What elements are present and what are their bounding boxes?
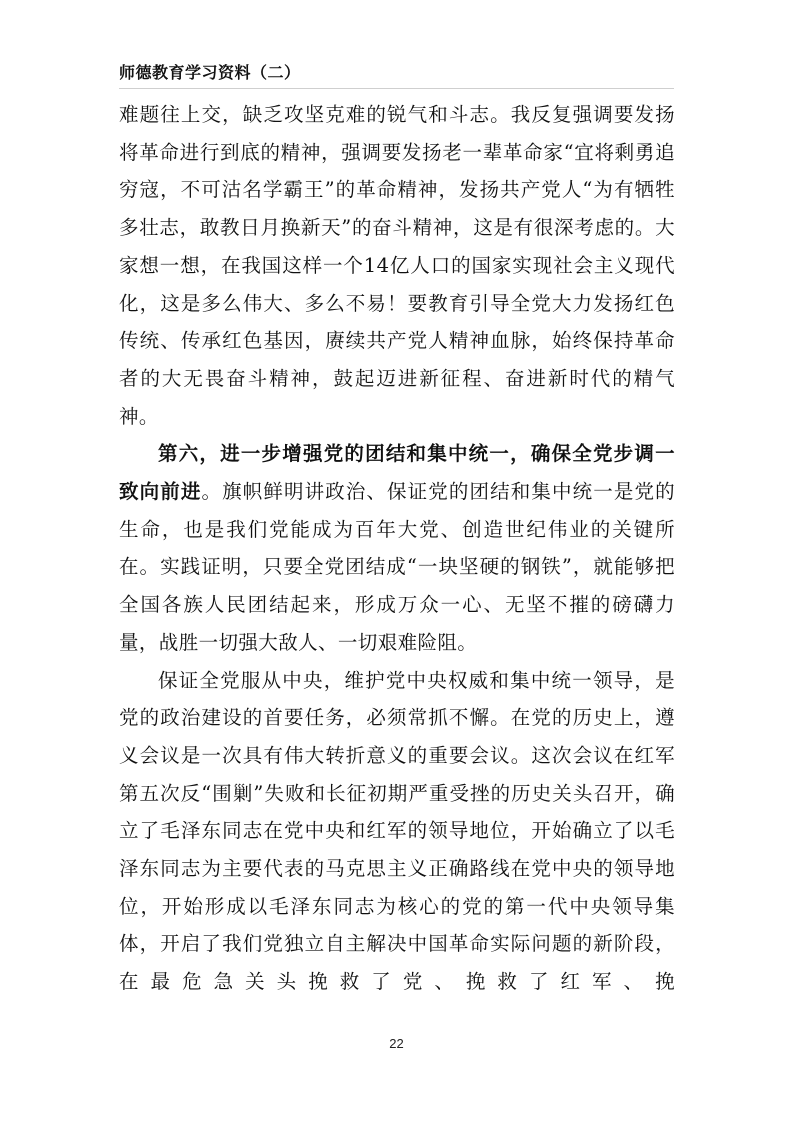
- body-paragraph-3: 保证全党服从中央，维护党中央权威和集中统一领导，是党的政治建设的首要任务，必须常抓不懈。在党的历史上，遵义会议是一次具有伟大转折意义的重要会议。这次会议在红军第五次反“围剿”失败和长征初期严重受挫的历史关头召开，确立了毛泽东同志在党中央和红军的领导地位，开始确立了以毛泽东同志为主要代表的马克思主义正确路线在党中央的领导地位，开始形成以毛泽东同志为核心的党的第一代中央领导集体，开启了我们党独立自主解决中国革命实际问题的新阶段，在最危急关头挽救了党、挽救了红军、挽: [119, 668, 675, 994]
- document-header-title: 师德教育学习资料（二）: [119, 63, 301, 82]
- section-heading-sixth: 第六，进一步增强党的团结和集中统一，确保全党步调一致向前进: [119, 442, 675, 504]
- page-number: 22: [389, 1036, 404, 1051]
- body-paragraph-2: [119, 435, 675, 661]
- body-paragraph-2-text: 。旗帜鲜明讲政治、保证党的团结和集中统一是党的生命，也是我们党能成为百年大党、创造世纪伟业的关键所在。实践证明，只要全党团结成“一块坚硬的钢铁”，就能够把全国各族人民团结起来，形成万众一心、无坚不摧的磅礴力量，战胜一切强大敌人、一切艰难险阻。: [119, 480, 675, 654]
- document-body: [119, 96, 675, 1001]
- header-divider: [119, 88, 674, 89]
- body-paragraph-1: 难题往上交，缺乏攻坚克难的锐气和斗志。我反复强调要发扬将革命进行到底的精神，强调要发扬老一辈革命家“宜将剩勇追穷寇，不可沽名学霸王”的革命精神，发扬共产党人“为有牺牲多壮志，敢教日月换新天”的奋斗精神，这是有很深考虑的。大家想一想，在我国这样一个14亿人口的国家实现社会主义现代化，这是多么伟大、多么不易！要教育引导全党大力发扬红色传统、传承红色基因，赓续共产党人精神血脉，始终保持革命者的大无畏奋斗精神，鼓起迈进新征程、奋进新时代的精气神。: [119, 103, 675, 428]
